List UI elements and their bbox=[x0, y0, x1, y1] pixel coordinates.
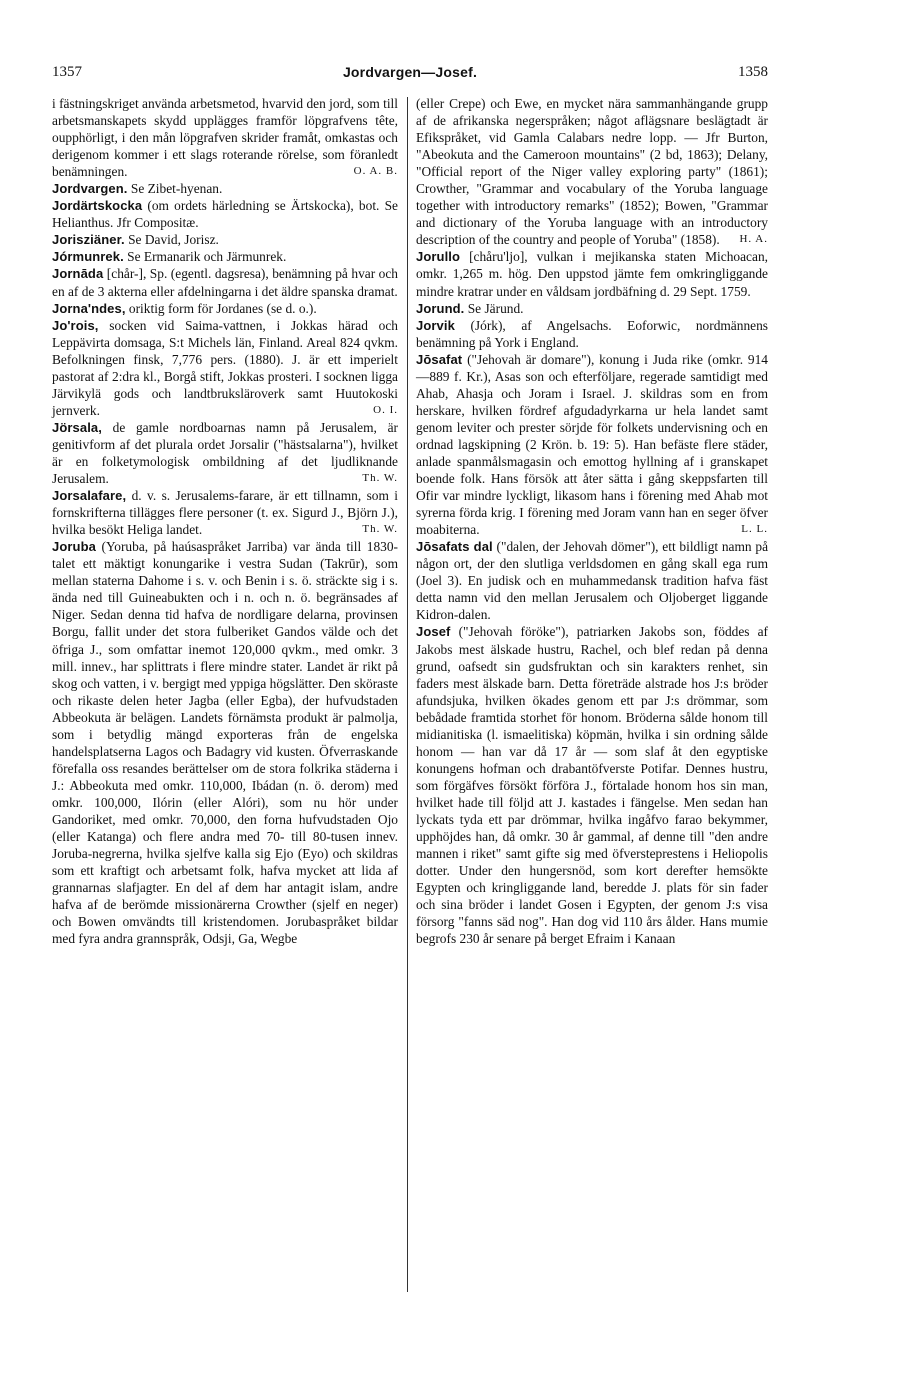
entry-text: (eller Crepe) och Ewe, en mycket nära sammanhängande grupp af de afrikanska negerspråken; något aflägsnare beslägtadt är Efikspråket, vid Gamla Calabars nedre lopp. — Jfr Burton, "Abeokuta and the Cameroon mountains" (2 bd, 1863); Delany, "Official report of the Niger valley exploring party" (1861); Crowther, "Grammar and vocabulary of the Yoruba language together with introductory remarks" (1852); Bowen, "Grammar and dictionary of the Yoruba language with an introductory description of the country and people of Yoruba" (1858). bbox=[416, 96, 768, 248]
entry-text: [chåru'ljo], vulkan i mejikanska staten Michoacan, omkr. 1,265 m. hög. Den uppstod jämte fem omkringliggande mindre kratrar under en våldsam jordbäfning d. 29 Sept. 1759. bbox=[416, 249, 768, 299]
entry bbox=[52, 317, 398, 419]
entry-text: (om ordets härledning se Ärtskocka), bot. Se Helianthus. Jfr Compositæ. bbox=[52, 198, 398, 231]
entry-text: (Yoruba, på haúsaspråket Jarriba) var ända till 1830-talet ett mäktigt konungarike i vestra Sudan (Takrūr), som mellan staterna Dahome i s. v. och Benin i s. ö. sträckte sig i s. ända ned till Guineabukten och i n. och n. ö. begränsades af Niger. Sedan denna tid hafva de nordligare delarna, provinsen Borgu, fallit under det stora fulberiket Gandos välde och det öfriga J., som omfattar inemot 120,000 qvkm., med omkr. 3 mill. innev., har splittrats i flere mindre stater. Landet är rikt på skog och vatten, i v. bergigt med yppiga högslätter. Den sköraste och rikaste delen heter Jagba (eller Egba), der hufvudstaden Abbeokuta är belägen. Landets förnämsta produkt är palmolja, som i betydlig mängd exporteras från de engelska handelsplatserna Lagos och Badagry vid kusten. Öfverraskande förefalla oss resandes berättelser om de stora folkrika städerna i J.: Abbeokuta med omkr. 110,000, Ibádan (n. ö. derom) med omkr. 100,000, Ilórin (eller Alóri), som nu hör under Gandoriket, med omkr. 70,000, den forna hufvudstaden Ojo (eller Katanga) och flere andra med 70- till 80-tusen innev. Joruba-negrerna, hvilka sjelfve kalla sig Ejo (Eyo) och skildras som ett kraftigt och arbetsamt folk, hafva mycket att lida af grannarnas slafjagter. En del af dem har antagit islam, andre hafva af de berömde missionärerna Crowther (sjelf en neger) och Bowen omvändts till kristendomen. Jorubaspråket bildar med fyra andra grannspråk, Odsji, Ga, Wegbe bbox=[52, 539, 398, 947]
entry-headword: Jorund. bbox=[416, 300, 465, 316]
author-signature: O. I. bbox=[373, 403, 398, 416]
entry-headword: Jórmunrek. bbox=[52, 249, 124, 265]
entry bbox=[416, 248, 768, 299]
page-number-left: 1357 bbox=[52, 64, 82, 80]
entry-headword: Joruba bbox=[52, 539, 96, 555]
author-signature: Th. W. bbox=[362, 472, 398, 485]
entry-text: Se David, Jorisz. bbox=[128, 232, 219, 248]
page-number-right: 1358 bbox=[738, 64, 768, 80]
entry-headword: Jordvargen. bbox=[52, 181, 128, 197]
running-title: Jordvargen—Josef. bbox=[342, 64, 478, 80]
entry-headword: Jorna'ndes, bbox=[52, 300, 126, 316]
column-rule bbox=[407, 97, 408, 1292]
entry-text: ("Jehovah föröke"), patriarken Jakobs son, föddes af Jakobs mest älskade hustru, Rachel, och blef redan på denna grund, oafsedt sin gudsfruktan och sin karakters renhet, sin faders mest älskade barn. Detta företräde alstrade hos J:s bröder afundsjuka, hvilken ökades genom ett par J:s drömmar, som bebådade framtida storhet för honom. Bröderna sålde honom till midianitiska (l. ismaelitiska) köpmän, hvilka i sin ordning sålde honom — han var då 17 år — som slaf åt den egyptiske konungens hofman och drabantöfverste Potifar. Dennes hustru, som förgäfves försökt förföra J., förtalade honom hos sin man, hvilket hade till följd att J. kastades i fängelse. Men sedan han lyckats tyda ett par drömmar, hvilka ingåfvo farao bekymmer, upphöjdes han, då omkr. 30 år gammal, af denne till "den andre mannen i riket" samt gifte sig med öfversteprestens i Heliopolis dotter. Under den hungersnöd, som kort derefter hemsökte Egypten och kringliggande land, beredde J. plats för sin fader och sina bröder i landet Gosen i Egypten, der genom J:s visa försorg "fanns säd nog". Han dog vid 110 års ålder. Hans mumie begrofs 230 år senare på berget Efraim i Kanaan bbox=[416, 624, 768, 947]
entry bbox=[52, 419, 398, 487]
entry-text: socken vid Saima-vattnen, i Jokkas härad och Leppävirta domsaga, S:t Michels län, Finland. Areal 824 qvkm. Befolkningen finsk, 7,776 pers. (1880). J. är ett imperielt pastorat af 2:dra kl., Borgå stift, Jokkas prosteri. I socknen ligga Järvikylä gods och landtbruksläroverk samt Huutokoski jernverk. bbox=[52, 317, 398, 418]
entry-headword: Jorisziäner. bbox=[52, 232, 125, 248]
entry bbox=[416, 300, 768, 317]
entry bbox=[52, 197, 398, 231]
entry-text: (Jórk), af Angelsachs. Eoforwic, nordmännens benämning på York i England. bbox=[416, 317, 768, 350]
entry-text: Se Järund. bbox=[467, 300, 524, 316]
entry bbox=[416, 538, 768, 623]
left-column bbox=[52, 95, 398, 947]
entry bbox=[52, 538, 398, 947]
entry-text: [chår-], Sp. (egentl. dagsresa), benämning på hvar och en af de 3 akterna eller afdelningarna i det äldre spanska dramat. bbox=[52, 266, 398, 299]
entry bbox=[52, 95, 398, 180]
entry bbox=[52, 300, 398, 317]
entry-headword: Jorullo bbox=[416, 249, 461, 265]
entry-text: Se Zibet-hyenan. bbox=[130, 181, 223, 197]
entry-text: ("dalen, der Jehovah dömer"), ett bildligt namn på någon ort, der den slutliga verldsdomen en gång skall ega rum (Joel 3). En judisk och en muhammedansk tradition hafva fäst detta namn vid den mellan Jerusalem och Oljoberget liggande Kidron-dalen. bbox=[416, 539, 769, 623]
entry-headword: Jorsalafare, bbox=[52, 488, 127, 504]
right-column bbox=[416, 95, 768, 947]
entry-headword: Jörsala, bbox=[52, 419, 102, 435]
author-signature: L. L. bbox=[741, 523, 768, 536]
entry-headword: Josef bbox=[416, 624, 451, 640]
author-signature: Th. W. bbox=[362, 523, 398, 536]
entry-headword: Jōsafat bbox=[416, 351, 463, 367]
entry bbox=[52, 487, 398, 538]
entry bbox=[52, 180, 398, 197]
entry bbox=[52, 248, 398, 265]
page-header bbox=[52, 64, 768, 88]
entry bbox=[416, 317, 768, 351]
author-signature: O. A. B. bbox=[353, 165, 398, 178]
entry-headword: Jornāda bbox=[52, 266, 104, 282]
entry-headword: Jorvik bbox=[416, 317, 455, 333]
entry-text: ("Jehovah är domare"), konung i Juda rike (omkr. 914—889 f. Kr.), Asas son och efterföljare, regerade samtidigt med Ahab, Ahasja och Joram i Israel. J. skildras som en from herskare, hvilken fördref afgudadyrkarna ur hela landet samt genom leviter och prester sörjde för folkets undervisning och en ordnad lagskipning (2 Krön. b. 19: 5). Han befäste flere städer, anlade spanmålsmagasin och emottog hyllning af i granskapet boende folk. Hans försök att åter sätta i gång skeppsfarten till Ofir var mindre lyckligt, likasom hans i förening med Ahab mot syrerna förda krig. I förening med Joram vann han en seger öfver moabiterna. bbox=[416, 351, 768, 538]
entry bbox=[416, 623, 768, 947]
entry-headword: Jōsafats dal bbox=[416, 539, 493, 555]
entry bbox=[52, 265, 398, 299]
entry-text: oriktig form för Jordanes (se d. o.). bbox=[128, 300, 317, 316]
entry bbox=[52, 231, 398, 248]
entry bbox=[416, 95, 768, 248]
entry-headword: Jordärtskocka bbox=[52, 198, 143, 214]
author-signature: H. A. bbox=[739, 233, 768, 246]
entry bbox=[416, 351, 768, 539]
entry-headword: Jo'rois, bbox=[52, 317, 99, 333]
entry-text: i fästningskriget använda arbetsmetod, hvarvid den jord, som till arbetsmanskapets skydd upplägges framför löpgrafvens tête, oupphörligt, i den mån löpgrafven skrider framåt, omkastas och derigenom kommer i ett slags roterande rörelse, som föranledt benämningen. bbox=[52, 96, 398, 180]
entry-text: d. v. s. Jerusalems-farare, är ett tillnamn, som i fornskrifterna tillägges flere personer (t. ex. Sigurd J., Björn J.), hvilka besökt Heliga landet. bbox=[52, 488, 398, 538]
entry-text: Se Ermanarik och Järmunrek. bbox=[127, 249, 287, 265]
entry-text: de gamle nordboarnas namn på Jerusalem, är genitivform af det plurala ordet Jorsalir ("hästsalarna"), hvilket är en folketymologisk ombildning af det ljudliknande Jerusalem. bbox=[52, 419, 398, 487]
